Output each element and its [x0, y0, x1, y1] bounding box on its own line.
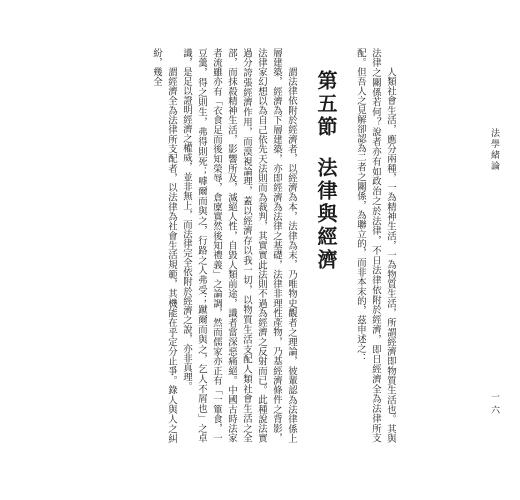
section-heading	[313, 48, 339, 443]
section-label: 第五節	[314, 70, 338, 139]
page-number: 一六	[489, 392, 499, 418]
paragraph-materialism: 謂法律依附於經濟者，以經濟為本，法律為末，乃唯物史觀者之理論，彼輩認為法律係上層建築，經濟為下層建築，亦即經濟為法律之基礎，法律非理性產物，乃基經濟條件之背影，法律家幻想以為自己依先天法則而為裁判，其實實此法則不過為經濟之反射而已。此種說法實過分誇張經濟作用，而漠視論理，蓋以經濟存以我一切，以物質生活支配人類社會生活之全部，而抹殺精神生活，影響所及，滅絕人性，自毀人類前途，識者當深惡痛絕。中國古時法家者流雖亦有「衣食足而後知榮辱，倉廩實然後知禮義」之論調，然而儒家亦正有「一簞食，一豆羹，得之則生，弗得則死；嘑爾而與之，行路之人弗受；蹴爾而與之，乞人不屑也」之卓識，是足以證明經濟之權威，並非無上，而法律完全依附於經濟之說，亦非真理。	[181, 48, 297, 443]
running-head: 法學緒論	[489, 128, 499, 172]
section-title: 法律與經濟	[314, 157, 338, 272]
paragraph-intro: 人類社會生活，應分兩種，一為精神生活，一為物質生活，所謂經濟即物質生活也。其與法律之關係若何？說者亦有如政治之於法律，不日法律依附於經濟，即日經濟全為法律所支配。但吾人之見解卻認為二者之關係，為聯立的，而非本末的，茲申述之：	[355, 48, 396, 443]
paragraph-law-governs: 謂經濟全為法律所支配者，以法律為社會生活規範，其機能在乎定分止爭。錄人與人之糾紛，幾全	[151, 48, 177, 443]
body-text	[98, 48, 398, 443]
